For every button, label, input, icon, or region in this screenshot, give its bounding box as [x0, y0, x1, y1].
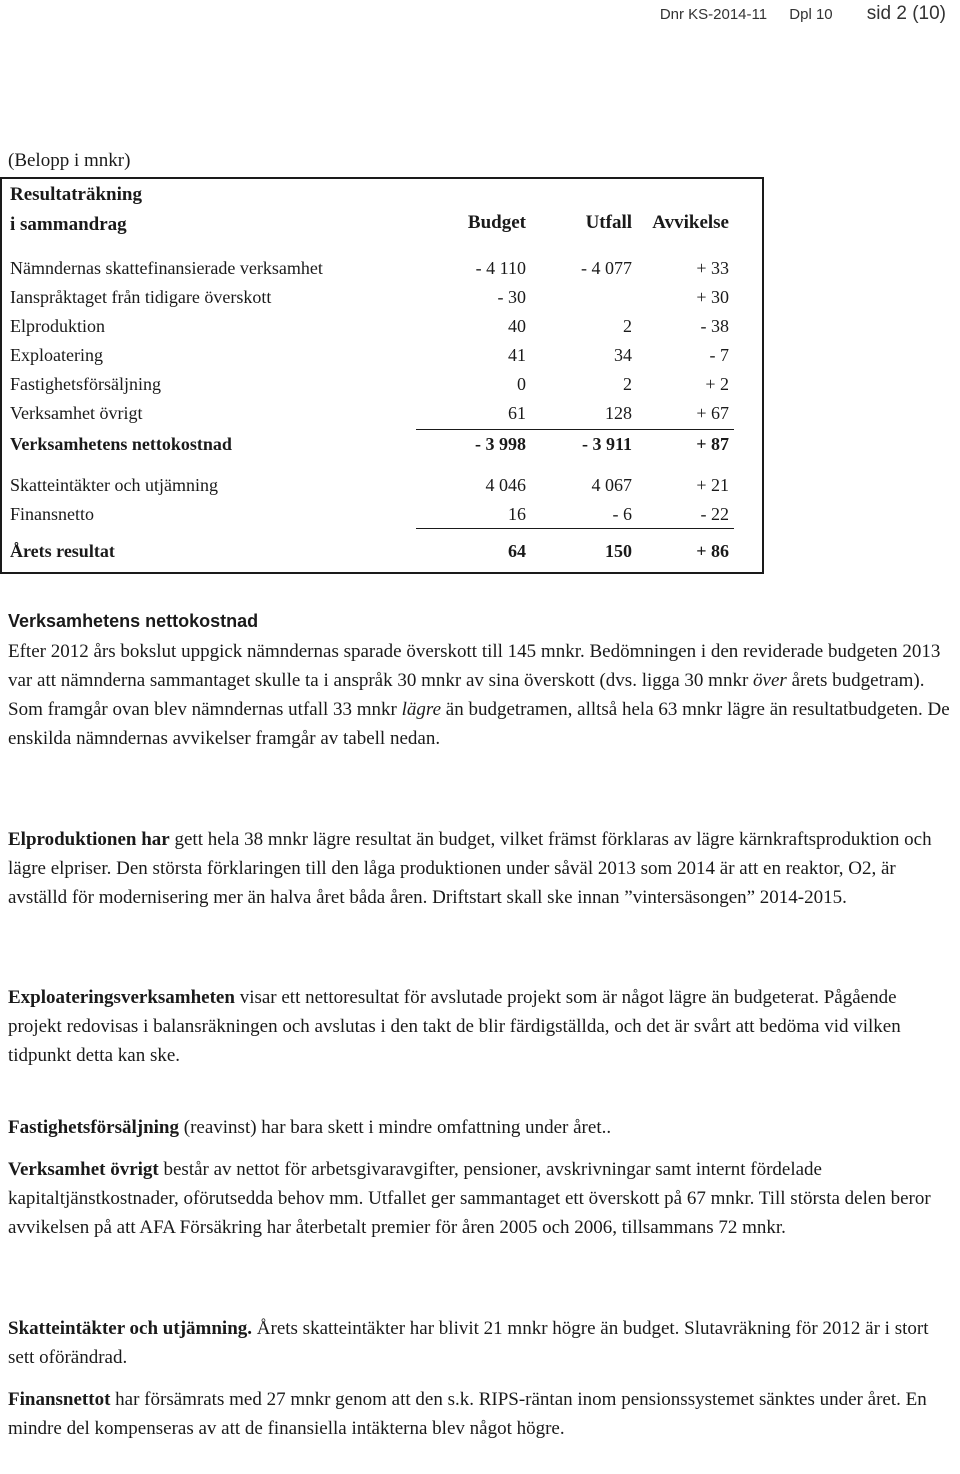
column-header-utfall: Utfall [585, 212, 632, 233]
cell-budget: 64 [508, 541, 526, 561]
table-row [2, 475, 762, 501]
paragraph-text: består av nettot för arbetsgivaravgifter, pensioner, avskrivningar samt internt fördelade kapitaltjänstkostnader, oförutsedda behov mm. Utfallet ger sammantaget ett överskott på 67 mnkr. Till största delen beror avvikelsen på att AFA Försäkring har återbetalt premier för åren 2005 och 2006, tillsammans 72 mnkr. [8, 1159, 931, 1238]
paragraph-text: (reavinst) har bara skett i mindre omfattning under året.. [179, 1117, 612, 1138]
cell-budget: - 4 110 [475, 258, 526, 278]
cell-budget: 0 [517, 374, 526, 394]
paragraph-lead: Finansnettot [8, 1389, 111, 1410]
paragraph-fastighetsforsaljning [8, 1113, 953, 1142]
paragraph-lead: Elproduktionen har [8, 829, 170, 850]
paragraph-net-cost [8, 637, 953, 753]
section-title: Verksamhetens nettokostnad [8, 611, 259, 631]
table-row [2, 403, 762, 429]
subtotal-rule [416, 429, 734, 430]
cell-avvikelse: + 2 [705, 374, 729, 394]
cell-avvikelse: - 22 [700, 504, 729, 524]
cell-avvikelse: + 21 [696, 475, 729, 495]
cell-avvikelse: - 38 [700, 316, 729, 336]
column-header-budget: Budget [467, 212, 526, 233]
column-header-avvikelse: Avvikelse [652, 212, 729, 233]
paragraph-text: har försämrats med 27 mnkr genom att den s.k. RIPS-räntan inom pensionssystemet sänktes under året. En mindre del kompenseras av att de finansiella intäkterna blev något högre. [8, 1389, 927, 1439]
table-row [2, 316, 762, 342]
paragraph-skatteintakter [8, 1314, 953, 1372]
row-label: Exploatering [10, 345, 103, 365]
unit-note: (Belopp i mnkr) [8, 150, 131, 171]
paragraph-text: årets budgetram). Som framgår ovan blev nämndernas utfall 33 mnkr [8, 670, 925, 720]
cell-avvikelse: + 33 [696, 258, 729, 278]
table-row [2, 504, 762, 530]
row-label: Skatteintäkter och utjämning [10, 475, 218, 495]
row-label: Verksamhet övrigt [10, 403, 143, 423]
paragraph-text: gett hela 38 mnkr lägre resultat än budget, vilket främst förklaras av lägre kärnkraftsproduktion och lägre elpriser. Den största förklaringen till den låga produktionen under såväl 2013 som 2014 är att en reaktor, O2, är avställd för modernisering mer än halva året båda åren. Driftstart skall ske innan ”vintersäsongen” 2014-2015. [8, 829, 932, 908]
cell-utfall: 2 [623, 374, 632, 394]
paragraph-lead: Fastighetsförsäljning [8, 1117, 179, 1138]
emphasis-text: lägre [401, 699, 442, 720]
paragraph-text: Efter 2012 års bokslut uppgick nämndernas sparade överskott till 145 mnkr. Bedömningen i den reviderade budgeten 2013 var att nämnderna sammantaget skulle ta i anspråk 30 mnkr av sina överskott (dvs. ligga 30 mnkr [8, 641, 941, 691]
cell-utfall: - 4 077 [581, 258, 632, 278]
paragraph-text: Årets skatteintäkter har blivit 21 mnkr högre än budget. Slutavräkning för 2012 är i stort sett oförändrad. [8, 1318, 929, 1368]
document-reference: Dnr KS-2014-11 [659, 6, 768, 23]
income-statement-table [0, 177, 764, 574]
cell-avvikelse: - 7 [709, 345, 729, 365]
row-label: Verksamhetens nettokostnad [10, 434, 232, 454]
cell-utfall: - 6 [612, 504, 632, 524]
cell-budget: 41 [508, 345, 526, 365]
paragraph-elproduktion [8, 825, 953, 912]
row-label: Årets resultat [10, 541, 115, 561]
row-label: Nämndernas skattefinansierade verksamhet [10, 258, 323, 278]
paragraph-finansnetto [8, 1385, 953, 1443]
row-label: Ianspråktaget från tidigare överskott [10, 287, 272, 307]
table-row [2, 287, 762, 313]
cell-budget: - 3 998 [475, 434, 526, 454]
cell-utfall: 128 [605, 403, 632, 423]
paragraph-lead: Verksamhet övrigt [8, 1159, 159, 1180]
paragraph-verksamhet-ovrigt [8, 1155, 953, 1242]
table-title: Resultaträkning [10, 184, 142, 205]
paragraph-text: visar ett nettoresultat för avslutade projekt som är något lägre än budgeterat. Pågående projekt redovisas i balansräkningen och avslutas i den takt de blir färdigställda, och det är svårt att bedöma vid vilken tidpunkt detta kan ske. [8, 987, 901, 1066]
row-label: Fastighetsförsäljning [10, 374, 161, 394]
paragraph-lead: Skatteintäkter och utjämning. [8, 1318, 253, 1339]
paragraph-text: än budgetramen, alltså hela 63 mnkr lägre än resultatbudgeten. De enskilda nämndernas avvikelser framgår av tabell nedan. [8, 699, 950, 749]
document-part: Dpl 10 [789, 6, 833, 23]
paragraph-lead: Exploateringsverksamheten [8, 987, 235, 1008]
cell-utfall: 150 [605, 541, 632, 561]
cell-avvikelse: + 67 [696, 403, 729, 423]
table-row-total [2, 541, 762, 567]
table-row-subtotal [2, 434, 762, 460]
cell-budget: 40 [508, 316, 526, 336]
total-rule [416, 528, 734, 529]
cell-budget: 61 [508, 403, 526, 423]
cell-budget: 16 [508, 504, 526, 524]
row-label: Finansnetto [10, 504, 94, 524]
cell-utfall: - 3 911 [581, 434, 632, 454]
table-row [2, 374, 762, 400]
row-label: Elproduktion [10, 316, 105, 336]
cell-budget: 4 046 [485, 475, 526, 495]
cell-utfall: 2 [623, 316, 632, 336]
paragraph-exploatering [8, 983, 953, 1070]
cell-avvikelse: + 86 [696, 541, 729, 561]
cell-avvikelse: + 30 [696, 287, 729, 307]
page-number: sid 2 (10) [866, 3, 946, 24]
page-header [660, 3, 946, 25]
table-subtitle: i sammandrag [10, 214, 127, 235]
cell-utfall: 34 [614, 345, 632, 365]
cell-avvikelse: + 87 [696, 434, 729, 454]
cell-utfall: 4 067 [591, 475, 632, 495]
cell-budget: - 30 [497, 287, 526, 307]
table-row [2, 345, 762, 371]
table-row [2, 258, 762, 284]
emphasis-text: över [753, 670, 787, 691]
